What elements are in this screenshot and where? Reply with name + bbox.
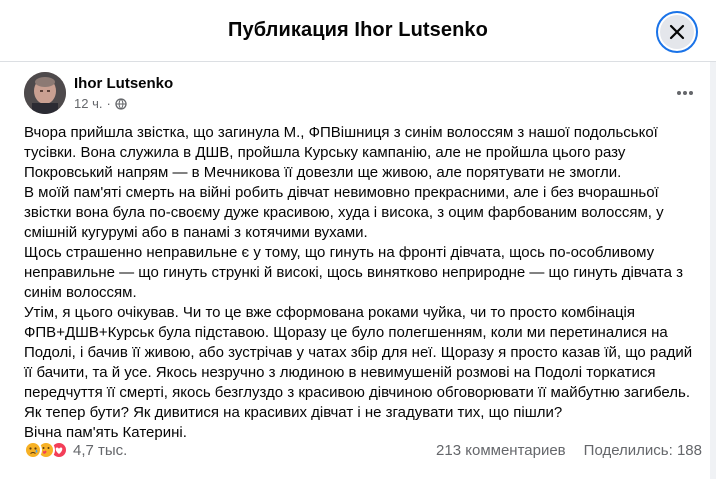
post-paragraph: Як тепер бути? Як дивитися на красивих дівчат і не згадувати тих, що пішли? [24, 404, 563, 421]
post-paragraph: Вчора прийшла звістка, що загинула М., ФПВішниця з синім волоссям з нашої подольської тусівки. Вона служила в ДШВ, пройшла Курську кампанію, але не пройшла цього разу Покровський напрям — в Мечникова її довезли ще живою, але порятувати не змогли. [24, 124, 658, 181]
reaction-count[interactable]: 4,7 тыс. [73, 441, 128, 459]
post-paragraph: Вічна пам'ять Катерині. [24, 424, 187, 441]
post-header [24, 72, 704, 118]
scrollbar-track[interactable] [710, 62, 716, 479]
shares-count-link[interactable]: Поделились: 188 [583, 442, 702, 459]
reactions-summary[interactable] [24, 441, 127, 459]
avatar-photo [24, 72, 66, 114]
post-paragraph: Щось страшенно неправильне є у тому, що гинуть на фронті дівчата, щось по-особливому неправильне — що гинуть стрункі й високі, щось винятково неприродне — що гинуть дівчата з синім волоссям. [24, 244, 684, 301]
post-paragraph: Утім, я цього очікував. Чи то це вже сформована роками чуйка, чи то просто комбінація ФПВ+ДШВ+Курськ була підставою. Щоразу це було полегшенням, коли ми перетиналися на Подолі, і бачив її живою, або зустрічав у чатах збір для неї. Щоразу я просто казав їй, що радий її бачити, та й усе. Якось незручно з людиною в невимушеній розмові на Подолі торкатися передчуття її смерті, якось безглуздо з красивою дівчиною обговорювати її майбутню загибель. [24, 304, 693, 401]
post-footer [24, 441, 702, 463]
post-paragraph: В моїй пам'яті смерть на війні робить дівчат невимовно прекрасними, але і без вчорашньої звістки вона була по-своєму дуже красивою, худа і висока, з оцим фарбованим волоссям, у смішній кугурумі або в панамі з котячими вухами. [24, 184, 664, 241]
post-text [24, 123, 696, 443]
meta-separator: · [106, 96, 111, 111]
modal-header [0, 0, 716, 62]
post-time[interactable]: 12 ч. [74, 96, 103, 111]
engagement-stats [436, 442, 702, 459]
close-button[interactable] [656, 11, 698, 53]
comments-count-link[interactable]: 213 комментариев [436, 442, 566, 459]
post-meta [74, 96, 127, 111]
author-name[interactable]: Ihor Lutsenko [74, 75, 174, 92]
modal-title: Публикация Ihor Lutsenko [228, 19, 488, 41]
globe-icon [115, 98, 127, 110]
more-options-button[interactable] [672, 80, 698, 106]
avatar[interactable] [24, 72, 66, 114]
sad-reaction-icon [24, 441, 42, 459]
more-icon [676, 90, 694, 96]
close-icon [669, 24, 685, 40]
